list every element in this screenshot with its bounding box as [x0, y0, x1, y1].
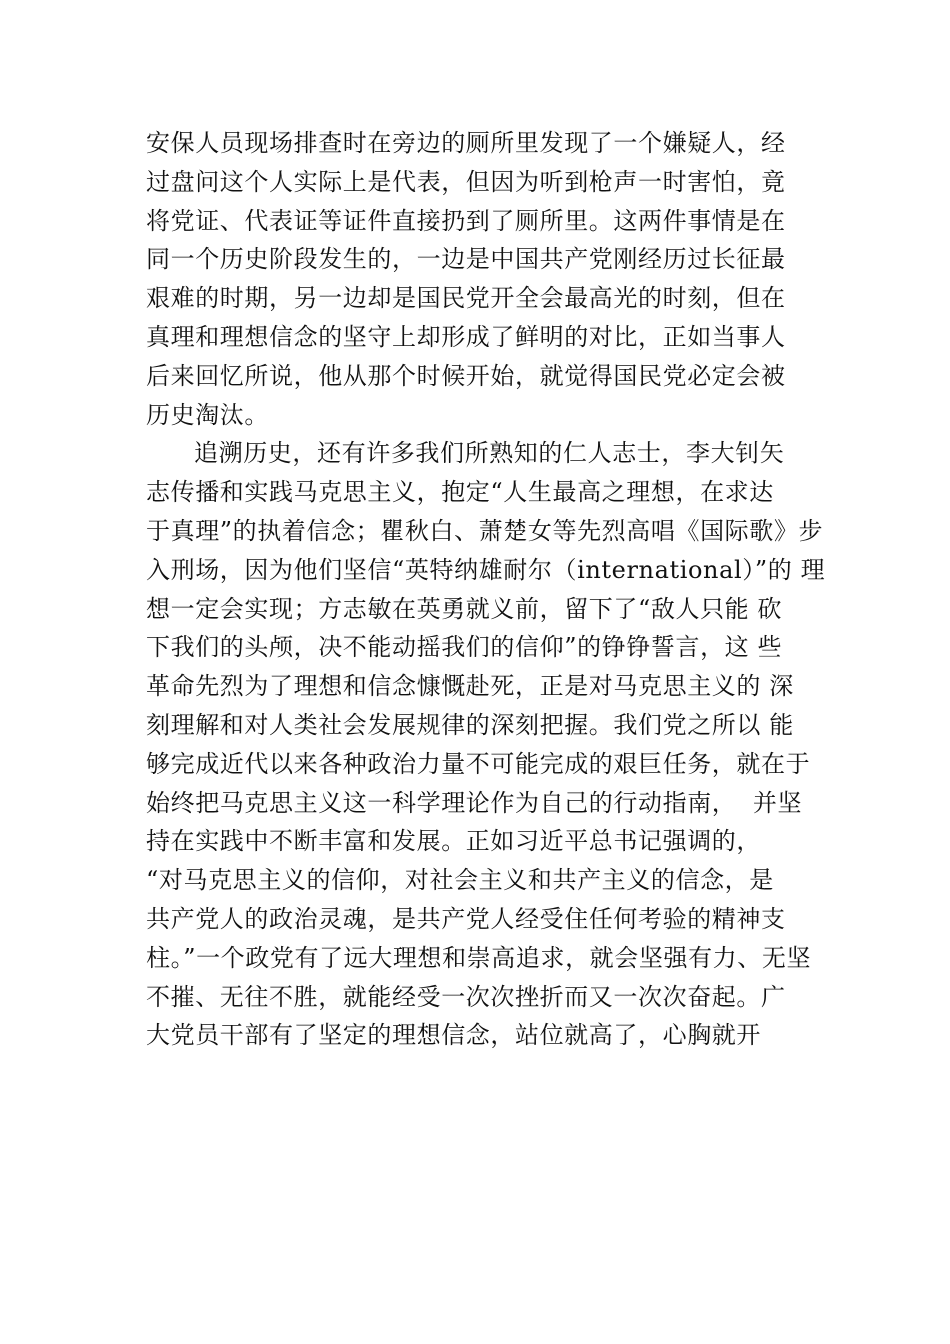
- text-line: 真理和理想信念的坚守上却形成了鲜明的对比，正如当事人: [146, 322, 786, 351]
- text-line: 安保人员现场排查时在旁边的厕所里发现了一个嫌疑人，经: [146, 129, 786, 157]
- text-line: 过盘问这个人实际上是代表，但因为听到枪声一时害怕，竟: [146, 167, 786, 196]
- text-line: 历史淘汰。: [146, 400, 269, 429]
- text-line: 艰难的时期，另一边却是国民党开全会最高光的时刻，但在: [146, 284, 786, 313]
- text-line: 不摧、无往不胜，就能经受一次次挫折而又一次次奋起。广: [146, 982, 786, 1011]
- text-line: 刻理解和对人类社会发展规律的深刻把握。我们党之所以 能: [146, 710, 794, 739]
- text-line: 同一个历史阶段发生的，一边是中国共产党刚经历过长征最: [146, 245, 786, 274]
- text-line: “对马克思主义的信仰，对社会主义和共产主义的信念，是: [146, 866, 774, 895]
- text-line: 将党证、代表证等证件直接扔到了厕所里。这两件事情是在: [146, 206, 786, 235]
- text-line: 够完成近代以来各种政治力量不可能完成的艰巨任务，就在于: [146, 749, 811, 778]
- text-line: 入刑场，因为他们坚信“英特纳雄耐尔（international）”的 理: [146, 555, 826, 584]
- text-line: 大党员干部有了坚定的理想信念，站位就高了，心胸就开: [146, 1021, 761, 1050]
- text-line: 后来回忆所说，他从那个时候开始，就觉得国民党必定会被: [146, 361, 786, 390]
- text-line: 始终把马克思主义这一科学理论作为自己的行动指南， 并坚: [146, 788, 803, 817]
- text-line: 志传播和实践马克思主义，抱定“人生最高之理想，在求达: [146, 478, 774, 507]
- text-line: 于真理”的执着信念；瞿秋白、萧楚女等先烈高唱《国际歌》步: [146, 516, 824, 545]
- text-line: 共产党人的政治灵魂，是共产党人经受住任何考验的精神支: [146, 904, 786, 933]
- text-line: 追溯历史，还有许多我们所熟知的仁人志士，李大钊矢: [194, 439, 785, 468]
- text-line: 下我们的头颅，决不能动摇我们的信仰”的铮铮誓言，这 些: [146, 633, 783, 662]
- text-line: 持在实践中不断丰富和发展。正如习近平总书记强调的，: [146, 827, 761, 856]
- text-line: 想一定会实现；方志敏在英勇就义前，留下了“敌人只能 砍: [146, 594, 783, 623]
- text-line: 柱。”一个政党有了远大理想和崇高追求，就会坚强有力、无坚: [146, 943, 812, 972]
- body-text: [146, 124, 826, 1055]
- paragraph-2: [146, 434, 826, 1055]
- text-line: 革命先烈为了理想和信念慷慨赴死，正是对马克思主义的 深: [146, 672, 794, 701]
- paragraph-1: [146, 124, 826, 434]
